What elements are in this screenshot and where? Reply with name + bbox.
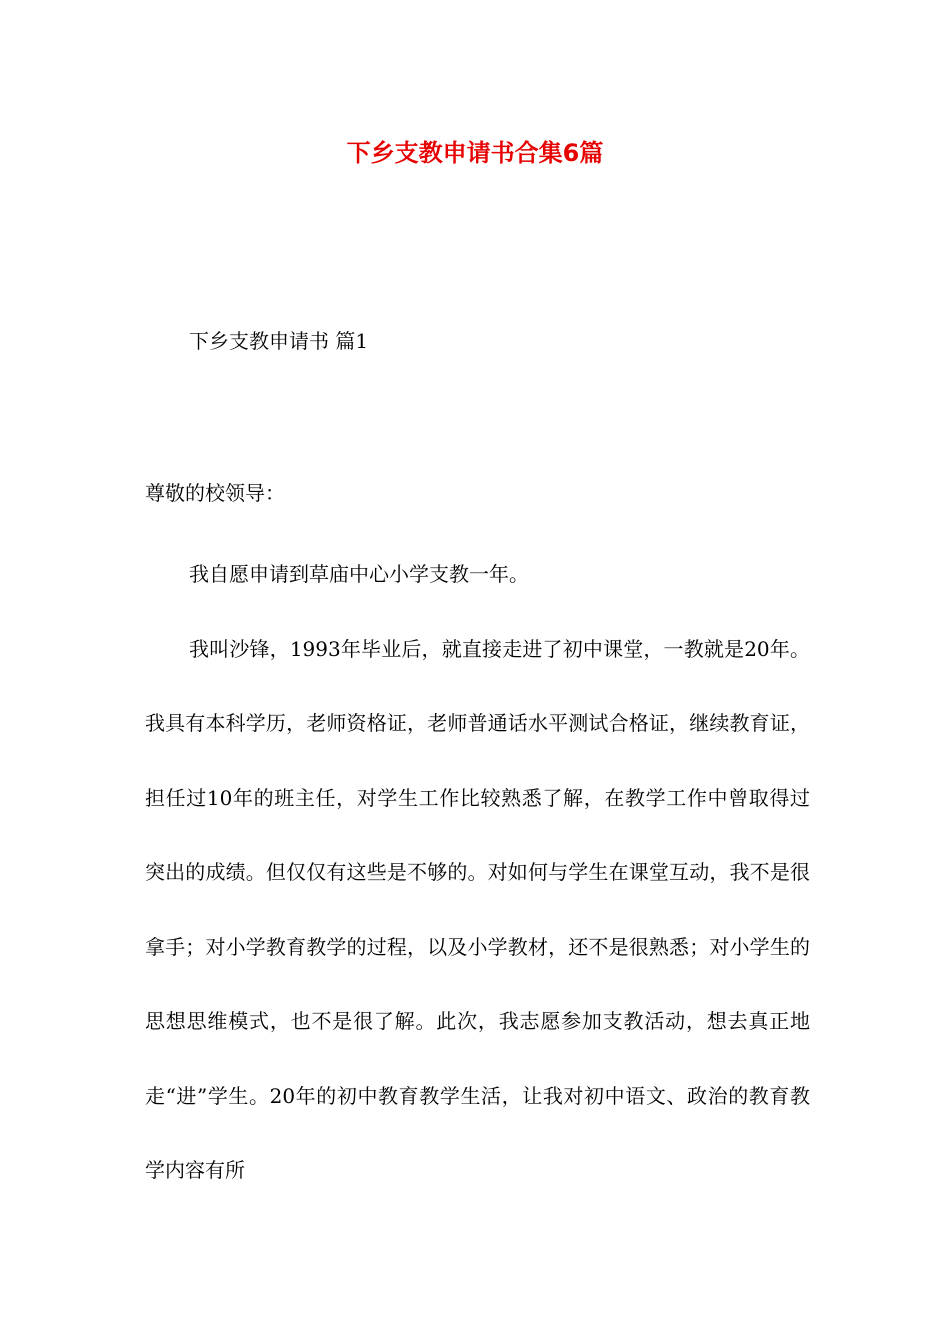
salutation: 尊敬的校领导： xyxy=(145,481,285,505)
body-text xyxy=(145,537,810,1208)
document-title: 下乡支教申请书合集6篇 xyxy=(346,139,604,167)
paragraph-background: 我叫沙锋，1993年毕业后，就直接走进了初中课堂，一教就是20年。我具有本科学历，老师资格证，老师普通话水平测试合格证，继续教育证，担任过10年的班主任，对学生工作比较熟悉了解，在教学工作中曾取得过突出的成绩。但仅仅有这些是不够的。对如何与学生在课堂互动，我不是很拿手；对小学教育教学的过程，以及小学教材，还不是很熟悉；对小学生的思想思维模式，也不是很了解。此次，我志愿参加支教活动，想去真正地走“进”学生。20年的初中教育教学生活，让我对初中语文、政治的教育教学内容有所 xyxy=(145,636,810,1182)
paragraph-intent: 我自愿申请到草庙中心小学支教一年。 xyxy=(189,562,529,586)
section-heading: 下乡支教申请书 篇1 xyxy=(189,329,369,353)
